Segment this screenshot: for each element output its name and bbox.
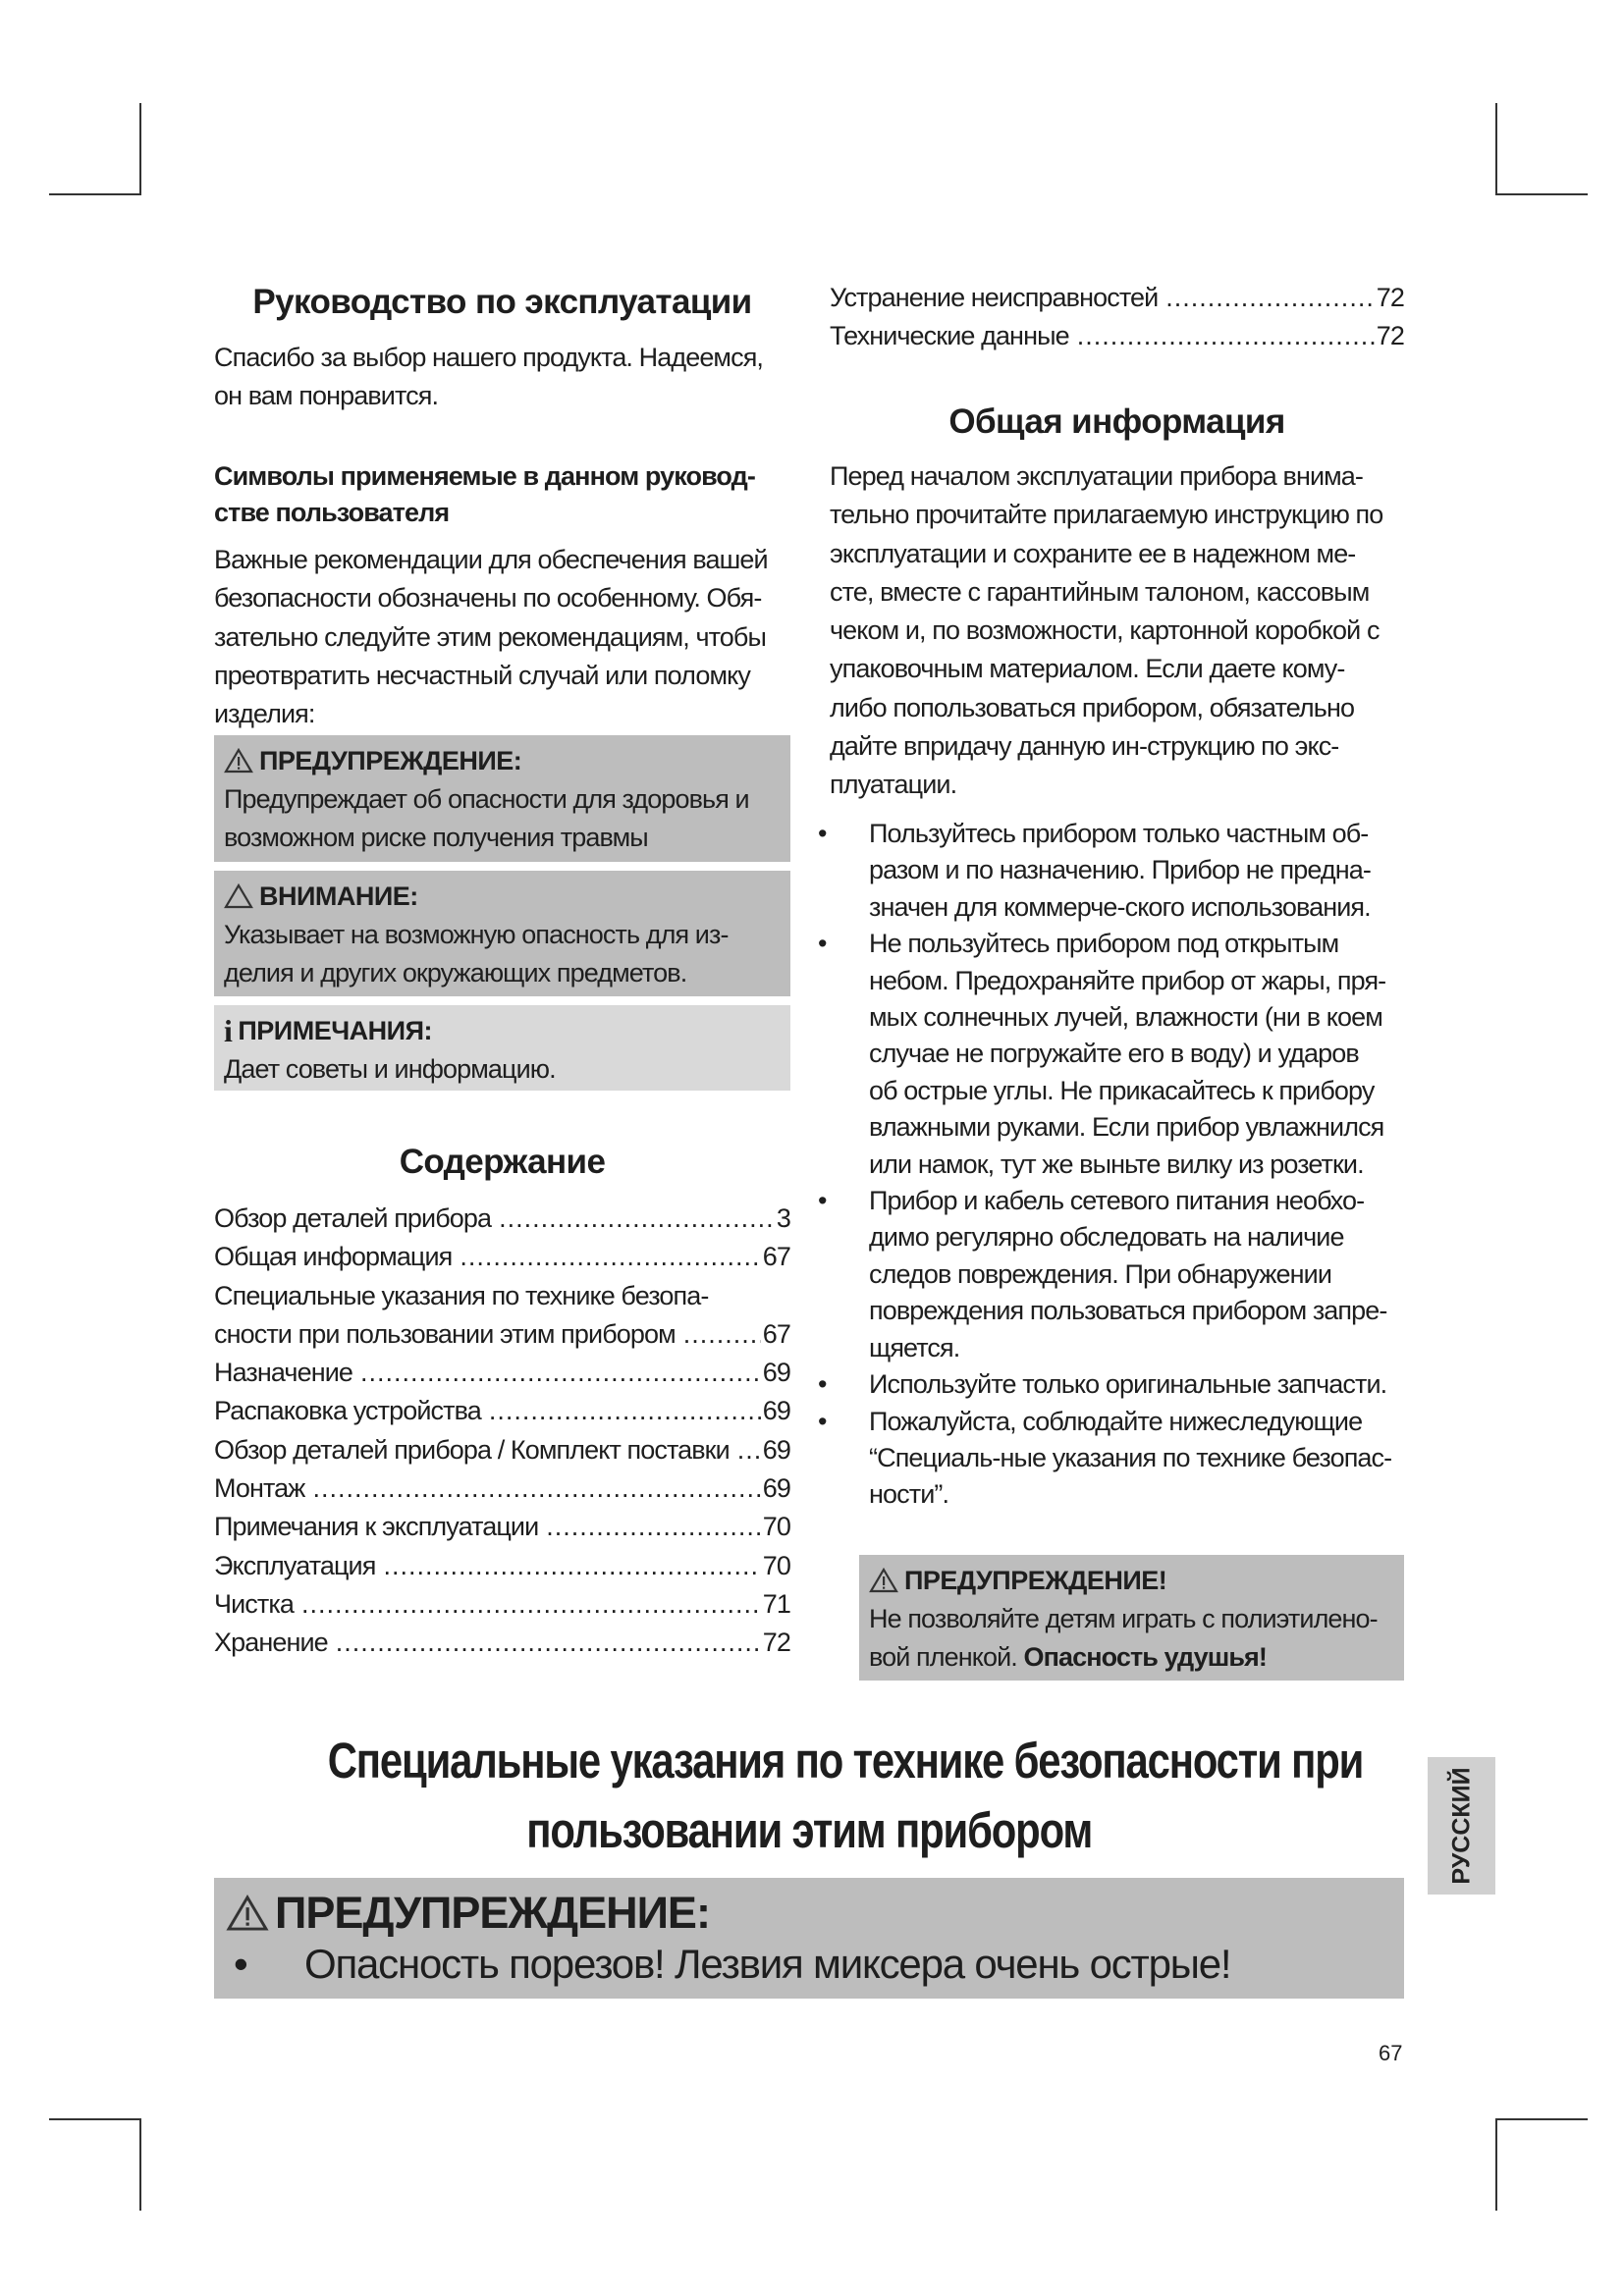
general-info-paragraph — [830, 457, 1382, 805]
toc-entry-label: Технические данные — [830, 321, 1069, 351]
text-line: повреждения пользоваться прибором запре- — [869, 1296, 1387, 1326]
text-line: либо попользоваться прибором, обязательно — [830, 692, 1355, 722]
toc-entry-page: 72 — [1376, 321, 1404, 351]
toc-entry[interactable] — [830, 279, 1404, 317]
toc-entry[interactable] — [214, 1431, 790, 1469]
toc-leader-dots — [683, 1315, 761, 1354]
text-line: эксплуатации и сохраните ее в надежном ме- — [830, 538, 1356, 568]
text-line: преотвратить несчастный случай или поломку — [214, 660, 750, 690]
toc-entry-page: 69 — [762, 1434, 790, 1465]
toc-entry[interactable] — [214, 1238, 790, 1276]
general-info-title: Общая информация — [948, 402, 1285, 441]
text-line: Специальные указания по технике безопасности при — [327, 1733, 1364, 1789]
text-line: Дает советы и информацию. — [224, 1054, 556, 1084]
toc-entry[interactable] — [214, 1469, 790, 1508]
symbols-paragraph — [214, 541, 768, 733]
blade-warning-text: Опасность порезов! Лезвия миксера очень острые! — [304, 1941, 1231, 1987]
toc-entry-page: 70 — [762, 1512, 790, 1542]
toc-leader-dots — [460, 1238, 760, 1276]
bullet: • — [818, 1406, 827, 1436]
safety-section-title — [214, 1726, 1404, 1865]
manual-title: Руководство по эксплуатации — [252, 283, 752, 321]
toc-entry-page: 69 — [762, 1473, 790, 1504]
text-line: следов повреждения. При обнаружении — [869, 1258, 1332, 1289]
suffocation-warning-box — [859, 1555, 1404, 1681]
text-line: Перед началом эксплуатации прибора внима- — [830, 461, 1364, 491]
contents-title: Содержание — [399, 1143, 606, 1181]
bullet: • — [818, 1186, 827, 1216]
warning-legend-title: ПРЕДУПРЕЖДЕНИЕ: — [259, 746, 522, 775]
toc-leader-dots — [301, 1585, 761, 1624]
toc-leader-dots — [737, 1431, 761, 1469]
toc-entry-label: Примечания к эксплуатации — [214, 1512, 539, 1542]
bullet-item — [818, 1366, 1391, 1403]
text-line: безопасности обозначены по особенному. Обя- — [214, 583, 762, 614]
text-line: Пожалуйста, соблюдайте нижеследующие — [869, 1406, 1363, 1436]
warning-title: ПРЕДУПРЕЖДЕНИЕ! — [904, 1566, 1167, 1595]
toc-entry[interactable] — [214, 1585, 790, 1624]
text-line: Предупреждает об опасности для здоровья и — [224, 784, 749, 814]
text-line: значен для коммерче-ского использования. — [869, 891, 1371, 922]
toc-entry-label: Чистка — [214, 1588, 294, 1619]
text-line: димо регулярно обследовать на наличие — [869, 1222, 1344, 1253]
toc-entry-page: 72 — [1376, 283, 1404, 312]
toc-leader-dots — [336, 1624, 761, 1662]
text-line: об острые углы. Не прикасайтесь к прибору — [869, 1075, 1375, 1105]
warning-emphasis: Опасность удушья! — [1023, 1642, 1267, 1672]
text-line: ности”. — [869, 1479, 949, 1510]
bullet: • — [818, 1369, 827, 1400]
text-line: Указывает на возможную опасность для из- — [224, 920, 729, 949]
toc-entry[interactable] — [214, 1277, 790, 1315]
text-line: случае не погружайте его в воду) и ударов — [869, 1039, 1359, 1069]
text-line: делия и других окружающих предметов. — [224, 958, 687, 988]
table-of-contents-continued — [830, 279, 1404, 356]
toc-entry[interactable] — [214, 1624, 790, 1662]
toc-entry[interactable] — [214, 1315, 790, 1354]
toc-leader-dots — [1077, 317, 1375, 355]
text-line — [869, 1638, 1394, 1677]
text-line: мых солнечных лучей, влажности (ни в коем — [869, 1002, 1382, 1033]
bullet: • — [818, 819, 827, 848]
toc-entry-label: Монтаж — [214, 1473, 305, 1504]
text-line: Пользуйтесь прибором только частным об- — [869, 819, 1369, 848]
bullet-item — [818, 1183, 1391, 1366]
text-line: чеком и, по возможности, картонной коробкой с — [830, 615, 1380, 646]
toc-entry-page: 70 — [762, 1550, 790, 1580]
text-line: щяется. — [869, 1332, 960, 1362]
text-line: дайте впридачу данную ин-струкцию по экс- — [830, 731, 1339, 762]
note-legend-box — [214, 1005, 790, 1091]
text-line: тельно прочитайте прилагаемую инструкцию по — [830, 500, 1383, 530]
toc-entry-label: Устранение неисправностей — [830, 283, 1159, 312]
toc-leader-dots — [360, 1354, 761, 1392]
text-line: Используйте только оригинальные запчасти. — [869, 1369, 1387, 1400]
blade-warning-title: ПРЕДУПРЕЖДЕНИЕ: — [275, 1888, 710, 1938]
toc-entry-label: Обзор деталей прибора / Комплект поставки — [214, 1434, 730, 1465]
toc-entry-page: 67 — [762, 1318, 790, 1349]
text-line: сте, вместе с гарантийным талоном, кассовым — [830, 576, 1370, 607]
toc-entry-label: Эксплуатация — [214, 1550, 376, 1580]
crop-mark — [49, 193, 141, 195]
warning-legend-box — [214, 735, 790, 862]
warning-text: вой пленкой. — [869, 1642, 1024, 1672]
toc-entry-label: Хранение — [214, 1628, 328, 1658]
toc-entry[interactable] — [214, 1392, 790, 1430]
toc-entry[interactable] — [214, 1354, 790, 1392]
language-tab-label: РУССКИЙ — [1447, 1767, 1475, 1885]
intro-text — [214, 339, 763, 416]
toc-leader-dots — [1165, 279, 1374, 317]
text-line: изделия: — [214, 699, 315, 729]
text-line: возможном риске получения травмы — [224, 823, 648, 852]
text-line: небом. Предохраняйте прибор от жары, пря- — [869, 965, 1386, 995]
crop-mark — [1495, 2118, 1497, 2211]
bullet: • — [818, 929, 827, 959]
text-line: упаковочным материалом. Если даете кому- — [830, 654, 1345, 684]
table-of-contents — [214, 1200, 790, 1663]
language-tab — [1428, 1757, 1495, 1895]
info-icon: i — [224, 1013, 233, 1048]
toc-leader-dots — [499, 1200, 775, 1238]
text-line: пользовании этим прибором — [526, 1802, 1092, 1858]
text-line: плуатации. — [830, 770, 957, 800]
caution-triangle-icon — [224, 883, 253, 909]
text-line: стве пользователя — [214, 498, 450, 527]
crop-mark — [139, 103, 141, 195]
caution-legend-box — [214, 871, 790, 996]
toc-entry-page: 71 — [762, 1588, 790, 1619]
text-line: разом и по назначению. Прибор не предна- — [869, 855, 1371, 885]
crop-mark — [139, 2118, 141, 2211]
toc-leader-dots — [312, 1469, 760, 1508]
bullet: • — [234, 1941, 247, 1987]
toc-entry-page: 3 — [776, 1203, 790, 1233]
toc-entry-label: Обзор деталей прибора — [214, 1203, 492, 1233]
toc-entry-page: 67 — [762, 1242, 790, 1272]
text-line: Символы применяемые в данном руковод- — [214, 461, 755, 491]
text-line: Важные рекомендации для обеспечения вашей — [214, 545, 768, 574]
text-line: “Специаль-ные указания по технике безопас- — [869, 1442, 1392, 1472]
text-line: влажными руками. Если прибор увлажнился — [869, 1112, 1384, 1143]
symbols-heading — [214, 458, 755, 531]
toc-entry-page: 69 — [762, 1358, 790, 1388]
title-line — [214, 1726, 1404, 1795]
toc-entry-label: Специальные указания по технике безопа- — [214, 1280, 709, 1310]
safety-bullet-list — [818, 816, 1392, 1514]
toc-leader-dots — [383, 1547, 760, 1585]
toc-entry-label: Распаковка устройства — [214, 1396, 481, 1426]
toc-entry[interactable] — [214, 1547, 790, 1585]
toc-entry-label: сности при пользовании этим прибором — [214, 1318, 676, 1349]
page-number: 67 — [1379, 2041, 1403, 2065]
toc-entry[interactable] — [214, 1200, 790, 1238]
bullet-item — [818, 1404, 1392, 1514]
blade-warning-box — [214, 1878, 1404, 1999]
warning-triangle-icon — [224, 748, 253, 774]
warning-triangle-icon — [226, 1895, 269, 1932]
caution-legend-title: ВНИМАНИЕ: — [259, 881, 418, 911]
warning-triangle-icon — [869, 1568, 898, 1593]
title-line — [214, 1795, 1404, 1865]
crop-mark — [1495, 193, 1588, 195]
text-line: Не позволяйте детям играть с полиэтилено- — [869, 1604, 1378, 1633]
text-line: зательно следуйте этим рекомендациям, чтобы — [214, 621, 766, 652]
crop-mark — [49, 2118, 141, 2120]
toc-entry-label: Назначение — [214, 1358, 353, 1388]
text-line: он вам понравится. — [214, 381, 439, 411]
text-line: Не пользуйтесь прибором под открытым — [869, 929, 1339, 959]
text-line: Спасибо за выбор нашего продукта. Надеемся, — [214, 343, 764, 372]
toc-entry-label: Общая информация — [214, 1242, 453, 1272]
crop-mark — [1495, 103, 1497, 195]
text-line: или намок, тут же выньте вилку из розетки. — [869, 1148, 1364, 1179]
toc-leader-dots — [489, 1392, 761, 1430]
bullet-item — [818, 926, 1391, 1183]
text-line: Прибор и кабель сетевого питания необхо- — [869, 1186, 1365, 1216]
toc-leader-dots — [546, 1508, 760, 1546]
bullet-item — [818, 816, 1391, 926]
toc-entry[interactable] — [214, 1508, 790, 1546]
toc-entry-page: 69 — [762, 1396, 790, 1426]
note-legend-title: ПРИМЕЧАНИЯ: — [238, 1016, 432, 1045]
toc-entry[interactable] — [830, 317, 1404, 355]
crop-mark — [1495, 2118, 1588, 2120]
toc-entry-page: 72 — [762, 1628, 790, 1658]
